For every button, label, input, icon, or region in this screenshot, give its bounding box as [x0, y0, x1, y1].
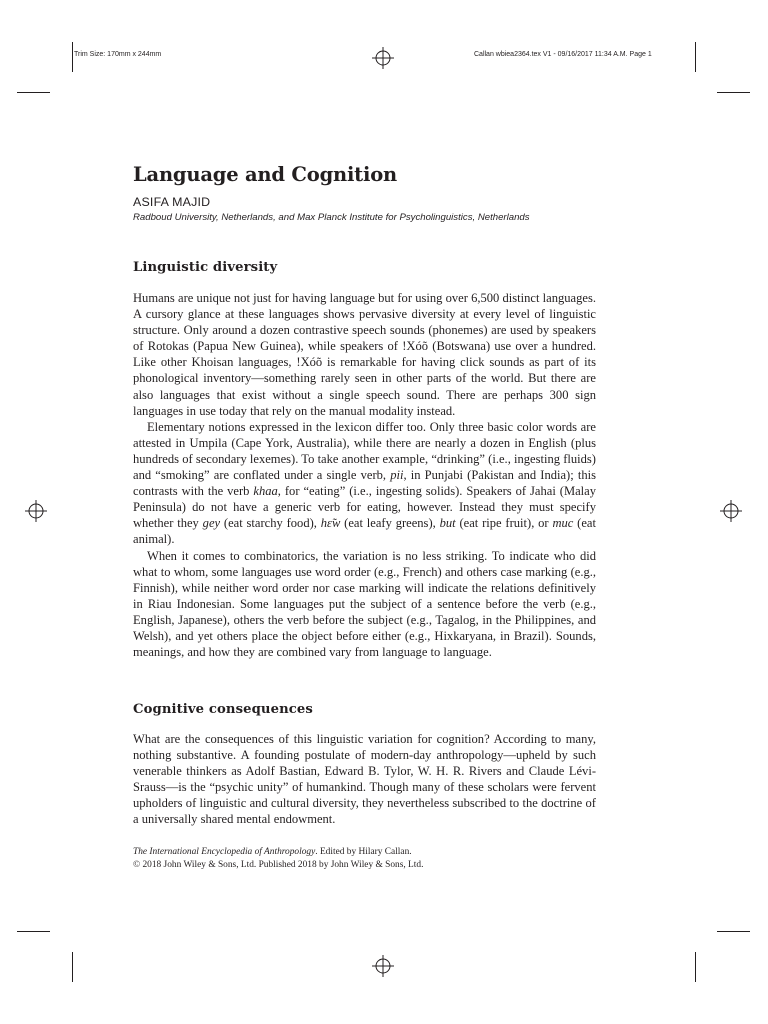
section-body-linguistic-diversity: [133, 290, 596, 660]
editor-credit: . Edited by Hilary Callan.: [315, 847, 412, 857]
crop-mark-top-right: [717, 92, 750, 93]
registration-mark-right-icon: [720, 500, 742, 522]
section-heading-linguistic-diversity: Linguistic diversity: [133, 260, 278, 275]
section-heading-cognitive-consequences: Cognitive consequences: [133, 702, 313, 717]
author-affiliation: Radboud University, Netherlands, and Max Planck Institute for Psycholinguistics, Netherlands: [133, 212, 530, 223]
crop-mark-bottom-left: [17, 931, 50, 932]
encyclopedia-title: The International Encyclopedia of Anthropology: [133, 847, 316, 857]
trim-mark-left-vertical: [72, 42, 73, 72]
trim-mark-right-vertical: [695, 42, 696, 72]
crop-mark-bottom-right-vertical: [695, 952, 696, 982]
author-name: ASIFA MAJID: [133, 195, 211, 209]
paragraph: When it comes to combinatorics, the variation is no less striking. To indicate who did what to whom, some languages use word order (e.g., French) and others case marking (e.g., Finnish), while neither word order nor case marking will indicate the relations definitively in Riau Indonesian. Some languages put the subject of a sentence before the verb (e.g., English, Japanese), others the verb before the subject (e.g., Tagalog, in the Philippines, and Welsh), and yet others place the object before either (e.g., Hixkaryana, in Brazil). Sounds, meanings, and how they are combined vary from language to language.: [133, 548, 596, 660]
crop-mark-bottom-left-vertical: [72, 952, 73, 982]
trim-size-label: Trim Size: 170mm x 244mm: [74, 51, 162, 58]
section-body-cognitive-consequences: [133, 731, 596, 828]
paragraph: What are the consequences of this linguistic variation for cognition? According to many, nothing substantive. A founding postulate of modern-day anthropology—upheld by such venerable thinkers as Adolf Bastian, Edward B. Tylor, W. H. R. Rivers and Claude Lévi-Srauss—is the “psychic unity” of humankind. Though many of these scholars were fervent upholders of linguistic and cultural diversity, they nevertheless subscribed to the doctrine of a universally shared mental endowment.: [133, 732, 596, 827]
citation-footer: [133, 846, 596, 872]
registration-mark-left-icon: [25, 500, 47, 522]
citation-line: [133, 846, 596, 859]
registration-mark-top-icon: [372, 47, 394, 69]
registration-mark-bottom-icon: [372, 955, 394, 977]
paragraph: Humans are unique not just for having language but for using over 6,500 distinct languages. A cursory glance at these languages shows pervasive diversity at every level of linguistic structure. Only around a dozen contrastive speech sounds (phonemes) are used by speakers of Rotokas (Papua New Guinea), while speakers of !Xóõ (Botswana) use over a hundred. Like other Khoisan languages, !Xóõ is remarkable for having click sounds as part of its phonological inventory—something rarely seen in other parts of the world. But there are also languages that exist without a single speech sound. There are perhaps 300 sign languages in use today that rely on the manual modality instead.: [133, 291, 596, 418]
crop-mark-bottom-right: [717, 931, 750, 932]
copyright-line: © 2018 John Wiley & Sons, Ltd. Published 2018 by John Wiley & Sons, Ltd.: [133, 860, 424, 870]
crop-mark-top-left: [17, 92, 50, 93]
paragraph: Elementary notions expressed in the lexicon differ too. Only three basic color words are attested in Umpila (Cape York, Australia), while there are nearly a dozen in English (plus hundreds of secondary lexemes). To take another example, “drinking” (i.e., ingesting fluids) and “smoking” are conflated under a single verb, pii, in Punjabi (Pakistan and India); this contrasts with the verb khaa, for “eating” (i.e., ingesting solids). Speakers of Jahai (Malay Peninsula) do not have a generic verb for eating, however. Instead they must specify whether they gey (eat starchy food), hɛ̃w (eat leafy greens), but (eat ripe fruit), or muc (eat animal).: [133, 419, 597, 547]
job-info-label: Callan wbiea2364.tex V1 - 09/16/2017 11:34 A.M. Page 1: [474, 51, 652, 58]
article-title: Language and Cognition: [133, 163, 397, 186]
